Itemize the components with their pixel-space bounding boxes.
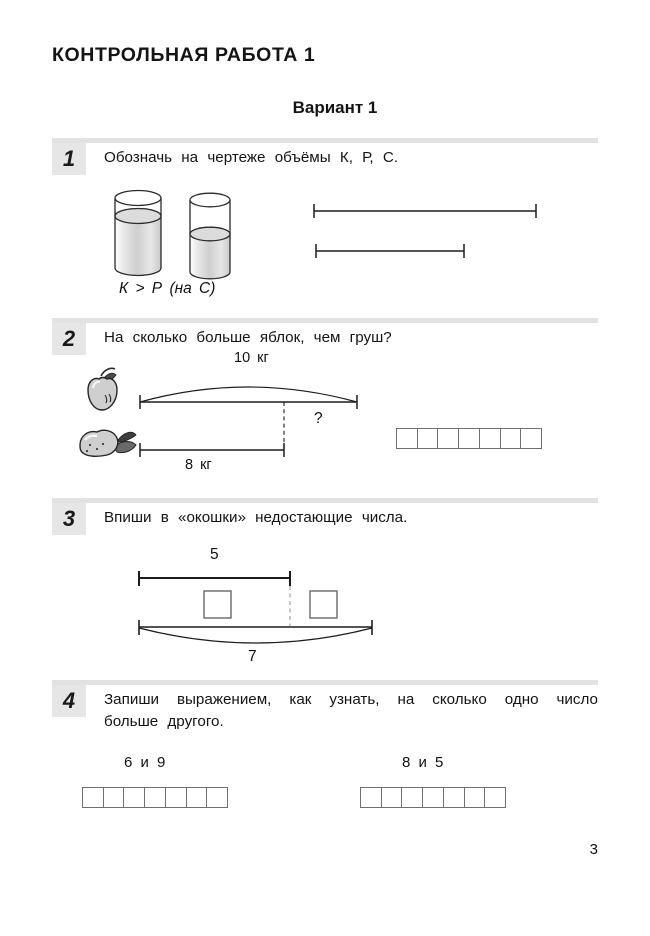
answer-cell[interactable] [103,787,125,808]
task-3-empty-box [310,591,337,618]
variant-title: Вариант 1 [292,98,378,117]
task-3-number: 3 [52,503,86,535]
answer-cell[interactable] [165,787,187,808]
cylinder-k-icon [115,191,161,276]
whole-part-bottom-segment [139,620,372,635]
answer-cell[interactable] [417,428,439,449]
task-2 [52,318,598,494]
answer-cell[interactable] [144,787,166,808]
page-number: 3 [589,841,598,858]
task-2-bottom-label: 8 кг [185,457,212,473]
task-4-number: 4 [52,685,86,717]
segment-short [316,244,464,258]
task-3-arc [139,628,372,643]
answer-cell[interactable] [82,787,104,808]
answer-cell[interactable] [422,787,444,808]
answer-cell[interactable] [520,428,542,449]
answer-cell[interactable] [443,787,465,808]
task-4-prompt: Запиши выражением, как узнать, на сколько одно число больше другого. [104,691,598,730]
answer-cell[interactable] [186,787,208,808]
task-4 [52,680,598,830]
task-2-top-label: 10 кг [234,350,269,366]
task-3-top-label: 5 [210,546,219,563]
task-4-pair-2-label: 8 и 5 [402,754,444,771]
segment-long [314,204,536,218]
answer-cell[interactable] [464,787,486,808]
apples-arc [140,387,357,402]
task-1-number: 1 [52,143,86,175]
answer-cell[interactable] [123,787,145,808]
cylinder-p-icon [190,193,230,279]
whole-part-top-segment [139,571,290,586]
page-title: КОНТРОЛЬНАЯ РАБОТА 1 [52,44,316,66]
task-4-answer-grid-2[interactable] [360,787,505,808]
apples-bar [140,395,357,409]
task-2-prompt: На сколько больше яблок, чем груш? [104,329,392,346]
answer-cell[interactable] [458,428,480,449]
answer-cell[interactable] [479,428,501,449]
task-3 [52,498,598,676]
task-2-answer-grid[interactable] [396,428,541,449]
task-1-formula: К > Р (на С) [119,280,216,297]
task-3-prompt: Впиши в «окошки» недостающие числа. [104,509,408,526]
task-1-prompt: Обозначь на чертеже объёмы К, Р, С. [104,149,399,166]
task-4-answer-grid-1[interactable] [82,787,227,808]
apple-icon [88,368,117,410]
answer-cell[interactable] [381,787,403,808]
task-4-pair-1-label: 6 и 9 [124,754,166,771]
answer-cell[interactable] [206,787,228,808]
answer-cell[interactable] [360,787,382,808]
task-2-number: 2 [52,323,86,355]
pear-icon [80,430,136,456]
answer-cell[interactable] [396,428,418,449]
task-2-unknown-label: ? [314,410,323,427]
task-4-separator [52,680,598,685]
answer-cell[interactable] [484,787,506,808]
task-3-bottom-label: 7 [248,648,257,665]
task-3-empty-box [204,591,231,618]
pears-bar [140,443,284,457]
answer-cell[interactable] [401,787,423,808]
task-3-figure [52,498,598,676]
task-2-figure [52,318,598,494]
task-1 [52,138,598,314]
answer-cell[interactable] [437,428,459,449]
answer-cell[interactable] [500,428,522,449]
